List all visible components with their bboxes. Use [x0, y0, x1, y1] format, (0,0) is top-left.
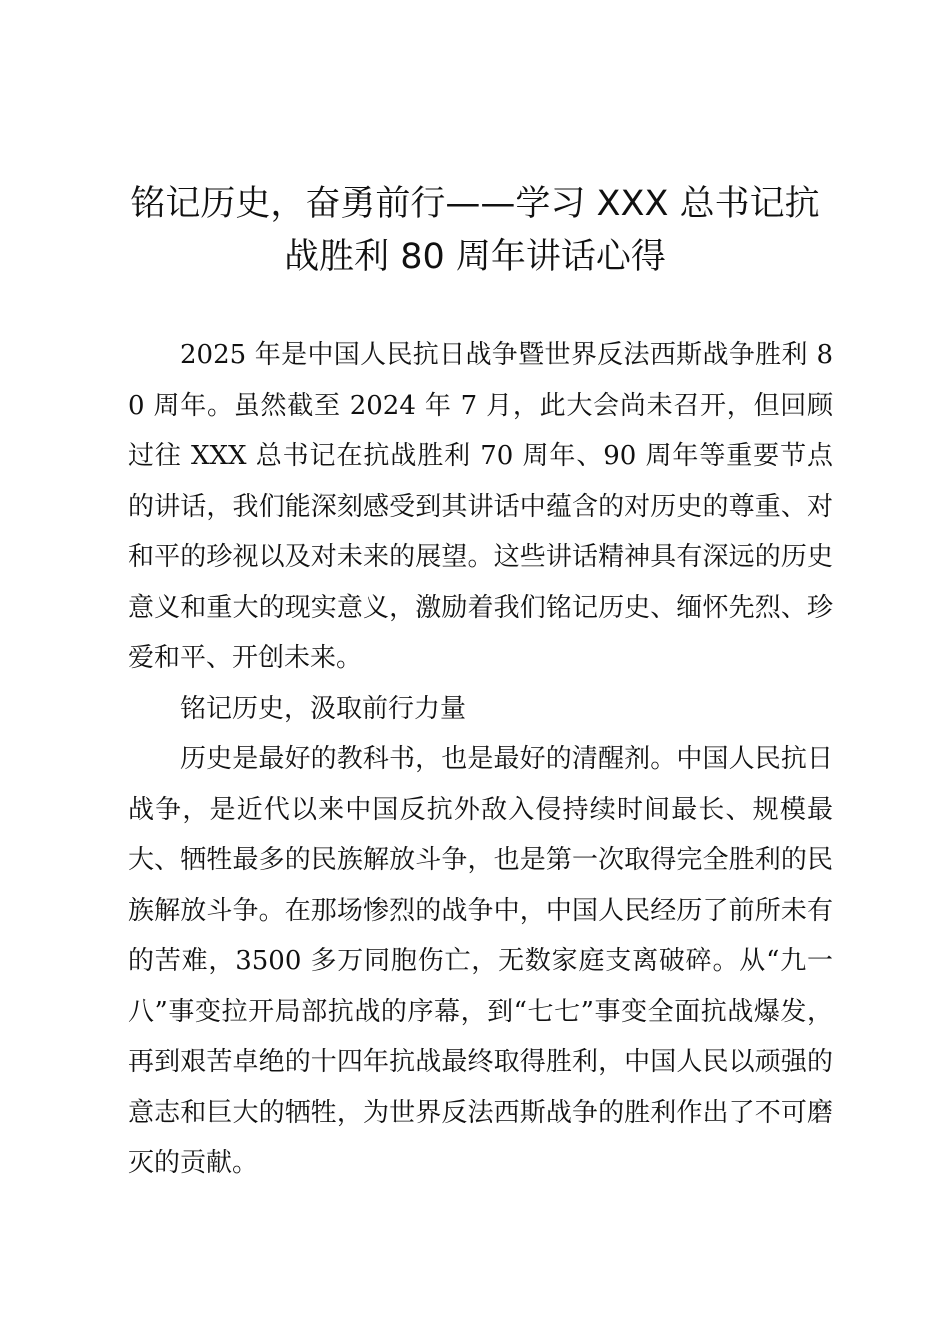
title-line-2: 战胜利 80 周年讲话心得 [284, 237, 666, 277]
section-heading: 铭记历史，汲取前行力量 [180, 693, 467, 724]
intro-paragraph: 2025 年是中国人民抗日战争暨世界反法西斯战争胜利 80 周年。虽然截至 2024 年 7 月，此大会尚未召开，但回顾过往 XXX 总书记在抗战胜利 70 周年、90 周年等重要节点的讲话，我们能深刻感受到其讲话中蕴含的对历史的尊重、对和平的珍视以及对未来的展望。这些讲话精神具有深远的历史意义和重大的现实意义，激励着我们铭记历史、缅怀先烈、珍爱和平、开创未来。 [128, 340, 833, 673]
history-paragraph: 历史是最好的教科书，也是最好的清醒剂。中国人民抗日战争，是近代以来中国反抗外敌入侵持续时间最长、规模最大、牺牲最多的民族解放斗争，也是第一次取得完全胜利的民族解放斗争。在那场惨烈的战争中，中国人民经历了前所未有的苦难，3500 多万同胞伤亡，无数家庭支离破碎。从“九一八”事变拉开局部抗战的序幕，到“七七”事变全面抗战爆发，再到艰苦卓绝的十四年抗战最终取得胜利，中国人民以顽强的意志和巨大的牺牲，为世界反法西斯战争的胜利作出了不可磨灭的贡献。 [128, 744, 833, 1178]
document-body [128, 330, 833, 1189]
page-title [110, 178, 840, 284]
title-line-1: 铭记历史，奋勇前行——学习 XXX 总书记抗 [130, 184, 820, 224]
